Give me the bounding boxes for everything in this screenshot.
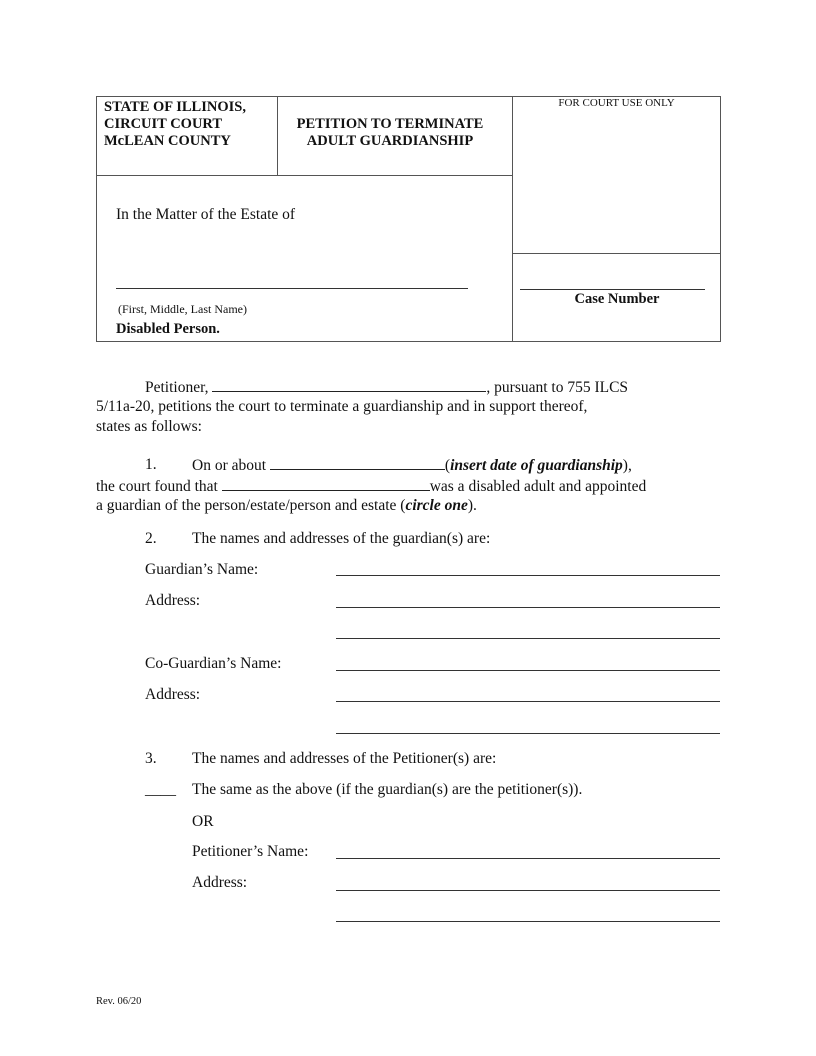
same-as-above-checkbox[interactable]: ____ xyxy=(145,781,176,798)
item1-line-2 xyxy=(96,476,646,497)
intro-line-1 xyxy=(145,377,628,398)
guardian-address-field-1[interactable] xyxy=(336,607,720,608)
item3-number: 3. xyxy=(145,750,157,767)
coguardian-address-field-2[interactable] xyxy=(336,733,720,734)
court-info xyxy=(104,99,246,150)
item2-number: 2. xyxy=(145,530,157,547)
coguardian-name-label: Co-Guardian’s Name: xyxy=(145,655,282,672)
item1-paren-open: ( xyxy=(444,457,451,474)
item1-paren-close: ), xyxy=(622,457,632,474)
coguardian-name-field[interactable] xyxy=(336,670,720,671)
petitioner-name-field[interactable] xyxy=(212,377,486,392)
petitioner-address-label: Address: xyxy=(192,874,248,891)
guardian-address-field-2[interactable] xyxy=(336,638,720,639)
or-label: OR xyxy=(192,813,214,830)
item1-insert-date-hint: insert date of guardianship xyxy=(450,457,623,474)
item1-guardian-type: a guardian of the person/estate/person and estate ( xyxy=(96,497,406,514)
form-title-line-2: ADULT GUARDIANSHIP xyxy=(306,133,474,149)
guardianship-date-field[interactable] xyxy=(270,455,445,470)
form-title-line-1: PETITION TO TERMINATE xyxy=(296,116,484,132)
item3-text: The names and addresses of the Petitioner(s) are: xyxy=(192,750,497,767)
form-title xyxy=(277,116,503,150)
court-line-county: McLEAN COUNTY xyxy=(104,133,231,149)
item1-court-found: the court found that xyxy=(96,478,218,495)
court-line-circuit: CIRCUIT COURT xyxy=(104,116,223,132)
intro-before: Petitioner, xyxy=(145,379,209,396)
item2-text: The names and addresses of the guardian(s) are: xyxy=(192,530,491,547)
guardian-name-label: Guardian’s Name: xyxy=(145,561,259,578)
petitioner-address-field-2[interactable] xyxy=(336,921,720,922)
matter-text: In the Matter of the Estate of xyxy=(116,206,296,223)
disabled-person-name-field[interactable] xyxy=(116,288,468,289)
petitioner-name-label: Petitioner’s Name: xyxy=(192,843,309,860)
coguardian-address-label: Address: xyxy=(145,686,201,703)
coguardian-address-field-1[interactable] xyxy=(336,701,720,702)
guardian-name-field[interactable] xyxy=(336,575,720,576)
same-as-above-text: The same as the above (if the guardian(s) are the petitioner(s)). xyxy=(192,781,583,798)
item1-line-1 xyxy=(192,455,632,476)
intro-line-3: states as follows: xyxy=(96,418,202,435)
item1-line-3 xyxy=(96,496,477,516)
item1-number: 1. xyxy=(145,456,157,473)
case-number-field[interactable] xyxy=(520,289,705,290)
petitioner-name-line[interactable] xyxy=(336,858,720,859)
disabled-person-label: Disabled Person. xyxy=(116,321,220,337)
disabled-adult-name-field[interactable] xyxy=(222,476,430,491)
petitioner-address-field-1[interactable] xyxy=(336,890,720,891)
revision-label: Rev. 06/20 xyxy=(96,996,142,1007)
guardian-address-label: Address: xyxy=(145,592,201,609)
intro-after: , pursuant to 755 ILCS xyxy=(486,379,629,396)
item1-end: ). xyxy=(467,497,477,514)
intro-line-2: 5/11a-20, petitions the court to terminate a guardianship and in support thereof, xyxy=(96,398,588,415)
item1-circle-one: circle one xyxy=(405,497,468,514)
court-line-state: STATE OF ILLINOIS, xyxy=(104,99,246,115)
case-number-label: Case Number xyxy=(574,291,660,307)
name-hint: (First, Middle, Last Name) xyxy=(118,302,247,316)
item1-on-or-about: On or about xyxy=(192,457,267,474)
court-use-label: FOR COURT USE ONLY xyxy=(558,97,675,109)
item1-was-disabled: was a disabled adult and appointed xyxy=(429,478,647,495)
